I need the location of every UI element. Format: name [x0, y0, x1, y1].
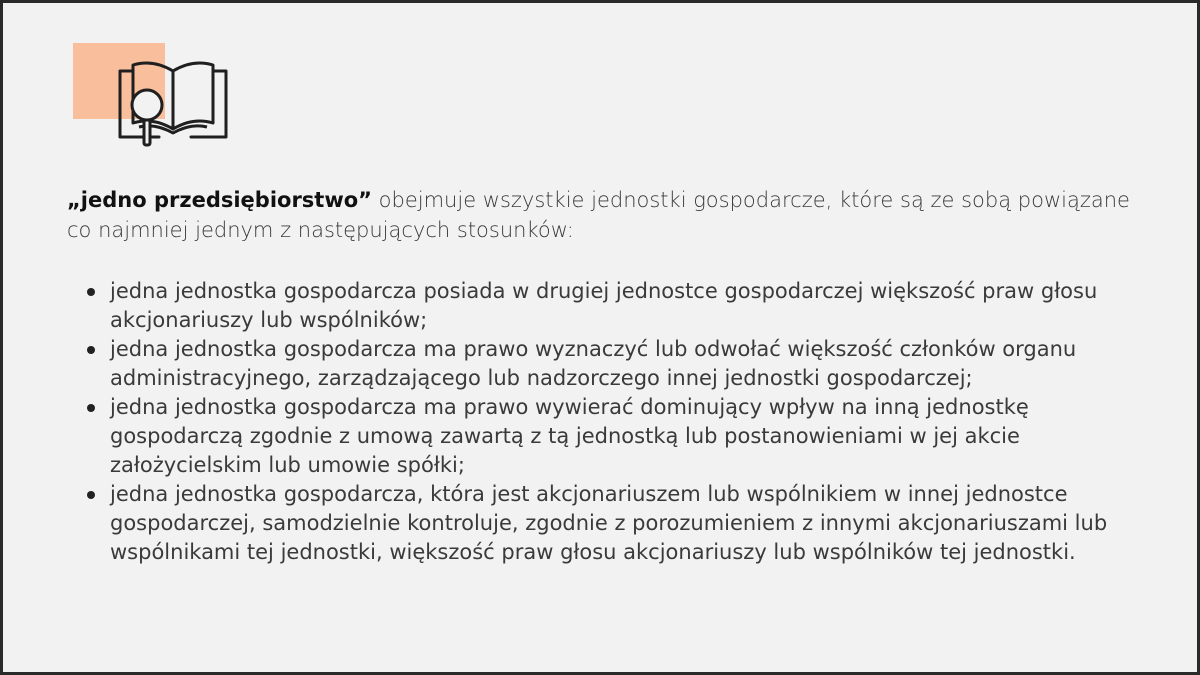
list-item [67, 480, 1157, 567]
list-item [67, 393, 1157, 480]
list-item-text: jedna jednostka gospodarcza posiada w drugiej jednostce gospodarczej większość praw głosu akcjonariuszy lub wspólników; [110, 279, 1098, 332]
list-item-text: jedna jednostka gospodarcza ma prawo wyznaczyć lub odwołać większość członków organu administracyjnego, zarządzającego lub nadzorczego innej jednostki gospodarczej; [110, 337, 1077, 390]
header-icon-group [73, 43, 233, 153]
content [67, 185, 1157, 567]
bullet-icon [87, 491, 95, 499]
relationships-list [67, 277, 1157, 567]
list-item [67, 335, 1157, 393]
book-magnifier-icon [117, 57, 229, 149]
list-item [67, 277, 1157, 335]
defined-term: „jedno przedsiębiorstwo” [67, 188, 372, 212]
bullet-icon [87, 346, 95, 354]
bullet-icon [87, 404, 95, 412]
list-item-text: jedna jednostka gospodarcza ma prawo wywierać dominujący wpływ na inną jednostkę gospodarczą zgodnie z umową zawartą z tą jednostką lub postanowieniami w jej akcie założycielskim lub umowie spółki; [110, 395, 1029, 477]
definition-paragraph [67, 185, 1157, 245]
definition-text: obejmuje wszystkie jednostki gospodarcze, które są ze sobą powiązane co najmniej jednym z następujących stosunków: [67, 188, 1130, 242]
bullet-icon [87, 288, 95, 296]
list-item-text: jedna jednostka gospodarcza, która jest akcjonariuszem lub wspólnikiem w innej jednostce gospodarczej, samodzielnie kontroluje, zgodnie z porozumieniem z innymi akcjonariuszami lub wspólnikami tej jednostki, większość praw głosu akcjonariuszy lub wspólników tej jednostki. [110, 482, 1108, 564]
